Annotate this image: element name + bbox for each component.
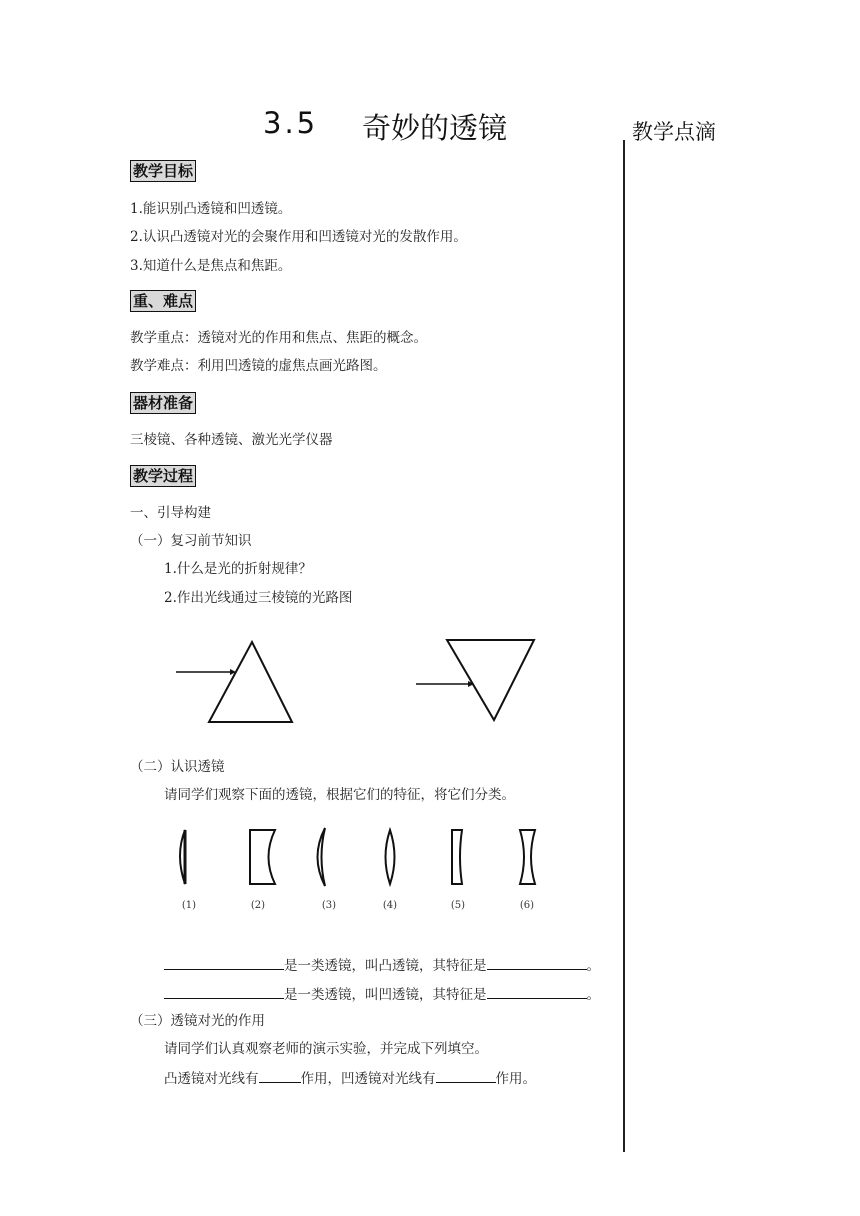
sub1-title: （一）复习前节知识 (130, 533, 252, 549)
sub3-fill-line (164, 1068, 536, 1088)
blank-convex-lenses[interactable] (164, 955, 284, 970)
sidebar-title: 教学点滴 (632, 120, 716, 144)
lens-5-plano-concave (452, 830, 462, 884)
lens-shapes-diagram (170, 825, 550, 890)
title-text: 奇妙的透镜 (362, 111, 508, 145)
sub1-question-1: 1.什么是光的折射规律？ (164, 561, 312, 577)
key-point-focus: 教学重点：透镜对光的作用和焦点、焦距的概念。 (130, 330, 427, 346)
prism-diagram-inverted (410, 630, 550, 730)
lens-label-1: (1) (181, 900, 197, 911)
lens-6-biconcave (520, 830, 535, 884)
title-number: 3.5 (263, 106, 319, 140)
prism-diagram-upright (170, 630, 310, 730)
sub1-question-2: 2.作出光线通过三棱镜的光路图 (164, 590, 353, 606)
goal-item-3: 3.知道什么是焦点和焦距。 (130, 258, 292, 274)
blank-concave-lenses[interactable] (164, 984, 284, 999)
fill-convex-end: 。 (586, 958, 600, 974)
fill-concave-end: 。 (586, 987, 600, 1003)
goal-item-2: 2.认识凸透镜对光的会聚作用和凹透镜对光的发散作用。 (130, 229, 467, 245)
sidebar-divider (623, 140, 625, 1152)
fill-convex-text: 是一类透镜，叫凸透镜，其特征是 (284, 958, 487, 974)
lens-3-meniscus (318, 828, 326, 886)
section-heading-key-points: 重、难点 (130, 290, 196, 312)
sub3-title: （三）透镜对光的作用 (130, 1013, 265, 1029)
sub3-instruction: 请同学们认真观察老师的演示实验，并完成下列填空。 (164, 1041, 488, 1057)
goal-item-1: 1.能识别凸透镜和凹透镜。 (130, 201, 292, 217)
lens-label-4: (4) (382, 900, 398, 911)
lens-label-5: (5) (450, 900, 466, 911)
section-heading-process: 教学过程 (130, 465, 196, 487)
section-heading-materials: 器材准备 (130, 392, 196, 414)
blank-concave-effect[interactable] (436, 1068, 496, 1083)
blank-convex-effect[interactable] (259, 1068, 301, 1083)
key-point-difficulty: 教学难点：利用凹透镜的虚焦点画光路图。 (130, 358, 387, 374)
process-part1: 一、引导构建 (130, 505, 211, 521)
sub3-fill-b: 作用，凹透镜对光线有 (300, 1071, 436, 1087)
lens-4-biconvex (386, 830, 395, 884)
fill-convex-line (164, 955, 600, 975)
sub3-fill-c: 作用。 (495, 1071, 536, 1087)
materials-text: 三棱镜、各种透镜、激光光学仪器 (130, 432, 333, 448)
lens-1-plano-convex (180, 830, 185, 884)
lens-label-3: (3) (321, 900, 337, 911)
blank-convex-feature[interactable] (487, 955, 587, 970)
fill-concave-text: 是一类透镜，叫凹透镜，其特征是 (284, 987, 487, 1003)
section-heading-goals: 教学目标 (130, 160, 196, 182)
fill-concave-line (164, 984, 600, 1004)
lens-label-2: (2) (250, 900, 266, 911)
lens-2-plano-concave (250, 830, 275, 884)
sub3-fill-a: 凸透镜对光线有 (164, 1071, 259, 1087)
sub2-title: （二）认识透镜 (130, 759, 225, 775)
lens-label-6: (6) (519, 900, 535, 911)
blank-concave-feature[interactable] (487, 984, 587, 999)
sub2-instruction: 请同学们观察下面的透镜，根据它们的特征，将它们分类。 (164, 787, 515, 803)
